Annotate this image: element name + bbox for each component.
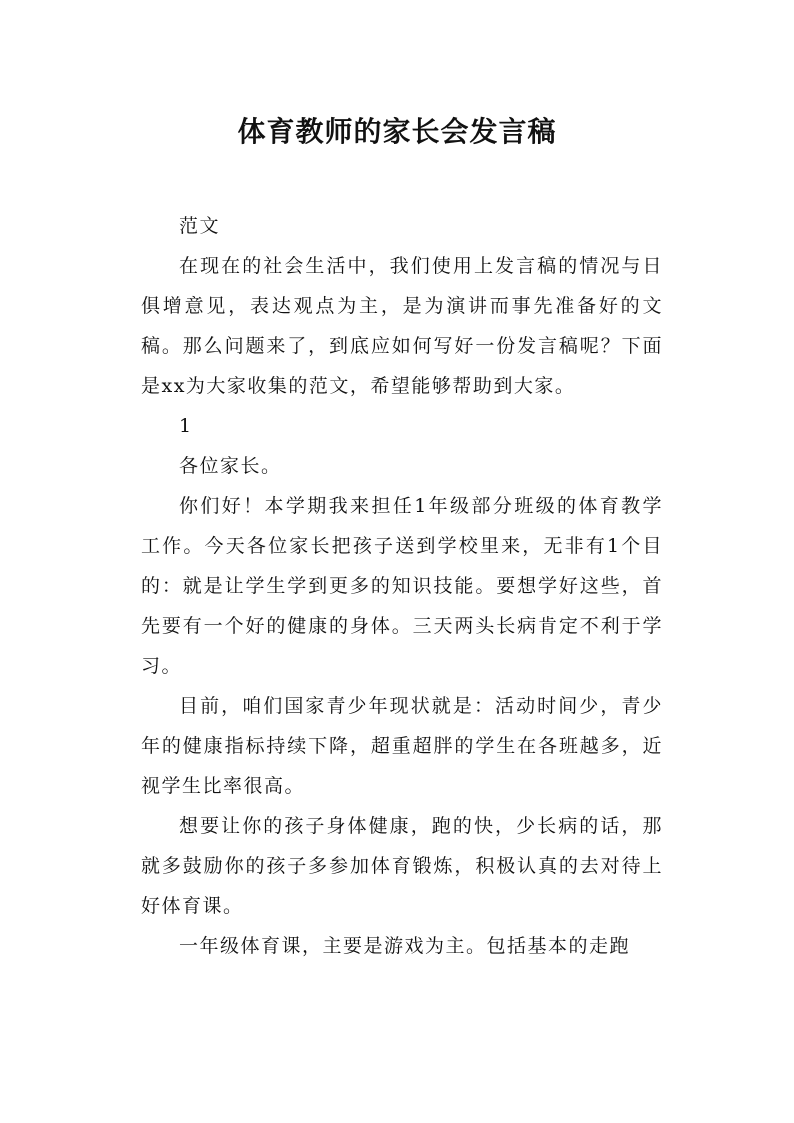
document-body	[141, 206, 663, 966]
paragraph-body-2: 目前，咱们国家青少年现状就是：活动时间少，青少年的健康指标持续下降，超重超胖的学生在各班越多，近视学生比率很高。	[141, 695, 663, 797]
paragraph-greeting: 各位家长。	[179, 455, 282, 477]
document-title: 体育教师的家长会发言稿	[237, 115, 557, 148]
paragraph-body-3: 想要让你的孩子身体健康，跑的快，少长病的话，那就多鼓励你的孩子多参加体育锻炼，积极认真的去对待上好体育课。	[141, 815, 663, 917]
paragraph-intro: 在现在的社会生活中，我们使用上发言稿的情况与日俱增意见，表达观点为主，是为演讲而事先准备好的文稿。那么问题来了，到底应如何写好一份发言稿呢？下面是xx为大家收集的范文，希望能够帮助到大家。	[141, 255, 663, 397]
paragraph-body-1: 你们好！本学期我来担任1年级部分班级的体育教学工作。今天各位家长把孩子送到学校里来，无非有1个目的：就是让学生学到更多的知识技能。要想学好这些，首先要有一个好的健康的身体。三天两头长病肯定不利于学习。	[141, 495, 663, 677]
paragraph-section-number: 1	[179, 415, 193, 437]
paragraph-body-4: 一年级体育课，主要是游戏为主。包括基本的走跑	[179, 935, 631, 957]
paragraph-fanwen: 范文	[179, 215, 221, 237]
